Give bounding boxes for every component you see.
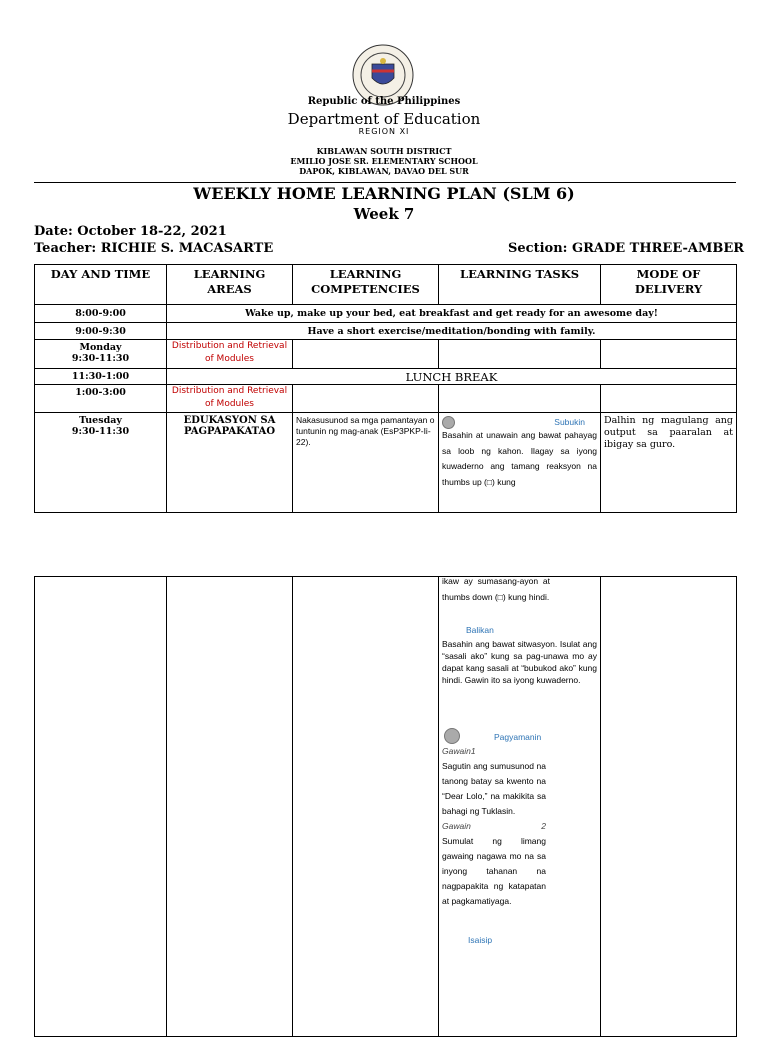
competency-cell — [293, 340, 439, 369]
day-label: Tuesday — [79, 415, 122, 426]
table-row — [35, 323, 737, 340]
time-label: 9:30-11:30 — [71, 426, 130, 437]
col-learning-areas: LEARNING AREAS — [167, 265, 293, 305]
gawain1-text: Sagutin ang sumusunod na tanong batay sa kwento na “Dear Lolo,” na makikita sa bahagi ng Tuklasin. — [442, 761, 546, 816]
competency-cell: Nakasusunod sa mga pamantayan o tuntunin ng mag-anak (EsP3PKP-Ii-22). — [293, 413, 439, 513]
school-label: EMILIO JOSE SR. ELEMENTARY SCHOOL — [290, 156, 478, 166]
table-row — [35, 577, 737, 1037]
date-label: Date: October 18-22, 2021 — [34, 224, 227, 239]
subukin-icon — [442, 416, 455, 429]
time-cell: 8:00-9:00 — [35, 305, 167, 323]
department-label: Department of Education — [287, 110, 481, 128]
competency-cell — [293, 577, 439, 1037]
subukin-text-continued: ikaw ay sumasang-ayon at thumbs down (□) kung hindi. — [442, 576, 550, 602]
week-label: Week 7 — [353, 205, 415, 223]
col-day-time: DAY AND TIME — [35, 265, 167, 305]
time-cell: 1:00-3:00 — [35, 385, 167, 413]
activity-cell: Have a short exercise/meditation/bonding with family. — [167, 323, 737, 340]
table-row — [35, 369, 737, 385]
subukin-text: Basahin at unawain ang bawat pahayag sa loob ng kahon. Ilagay sa iyong kuwaderno ang tamang reaksyon na thumbs up (□) kung — [442, 430, 597, 487]
region-label: REGION XI — [358, 127, 410, 136]
task-cell — [439, 577, 601, 1037]
task-cell — [439, 340, 601, 369]
subukin-heading: Subukin — [554, 417, 585, 427]
delivery-cell: Dalhin ng magulang ang output sa paaralan at ibigay sa guro. — [601, 413, 737, 513]
task-cell — [439, 413, 601, 513]
col-mode-delivery: MODE OF DELIVERY — [601, 265, 737, 305]
continuation-table — [34, 576, 737, 1037]
task-cell — [439, 385, 601, 413]
balikan-heading: Balikan — [466, 625, 494, 635]
subukin-header — [442, 415, 597, 428]
republic-label: Republic of the Philippines — [307, 96, 461, 107]
teacher-label: Teacher: RICHIE S. MACASARTE — [34, 241, 274, 256]
learning-area-cell: EDUKASYON SA PAGPAPAKATAO — [167, 413, 293, 513]
district-label: KIBLAWAN SOUTH DISTRICT — [316, 146, 452, 156]
learning-area-cell: Distribution and Retrieval of Modules — [167, 385, 293, 413]
col-competencies: LEARNING COMPETENCIES — [293, 265, 439, 305]
day-time-cell — [35, 340, 167, 369]
pagyamanin-header — [442, 728, 597, 744]
isaisip-heading: Isaisip — [468, 935, 493, 945]
delivery-cell — [601, 385, 737, 413]
time-label: 9:30-11:30 — [71, 353, 130, 364]
time-cell: 11:30-1:00 — [35, 369, 167, 385]
time-cell: 9:00-9:30 — [35, 323, 167, 340]
lunch-break-cell: LUNCH BREAK — [167, 369, 737, 385]
page-title: WEEKLY HOME LEARNING PLAN (SLM 6) — [193, 184, 575, 203]
table-row — [35, 385, 737, 413]
delivery-cell — [601, 340, 737, 369]
day-time-cell — [35, 413, 167, 513]
gawain2-text: Sumulat ng limang gawaing nagawa mo na sa inyong tahanan na nagpapakita ng katapatan at pagkamatiyaga. — [442, 836, 546, 906]
gawain1-label: Gawain1 — [442, 746, 476, 756]
pagyamanin-heading: Pagyamanin — [494, 732, 542, 742]
gawain2-label: Gawain 2 — [442, 821, 546, 831]
table-header-row — [35, 265, 737, 305]
pagyamanin-icon — [444, 728, 460, 744]
table-row — [35, 413, 737, 513]
delivery-cell — [601, 577, 737, 1037]
competency-cell — [293, 385, 439, 413]
header-divider — [34, 182, 736, 183]
day-time-cell — [35, 577, 167, 1037]
balikan-text: Basahin ang bawat sitwasyon. Isulat ang “sasali ako” kung sa pag-unawa mo ay dapat kang sasali at “bubukod ako” kung hindi. Gawin ito sa iyong kuwaderno. — [442, 639, 597, 685]
learning-area-cell: Distribution and Retrieval of Modules — [167, 340, 293, 369]
learning-area-cell — [167, 577, 293, 1037]
section-label: Section: GRADE THREE-AMBER — [508, 241, 745, 256]
col-learning-tasks: LEARNING TASKS — [439, 265, 601, 305]
day-label: Monday — [79, 342, 122, 353]
address-label: DAPOK, KIBLAWAN, DAVAO DEL SUR — [299, 166, 469, 176]
activity-cell: Wake up, make up your bed, eat breakfast and get ready for an awesome day! — [167, 305, 737, 323]
learning-plan-table — [34, 264, 737, 513]
table-row — [35, 305, 737, 323]
table-row — [35, 340, 737, 369]
